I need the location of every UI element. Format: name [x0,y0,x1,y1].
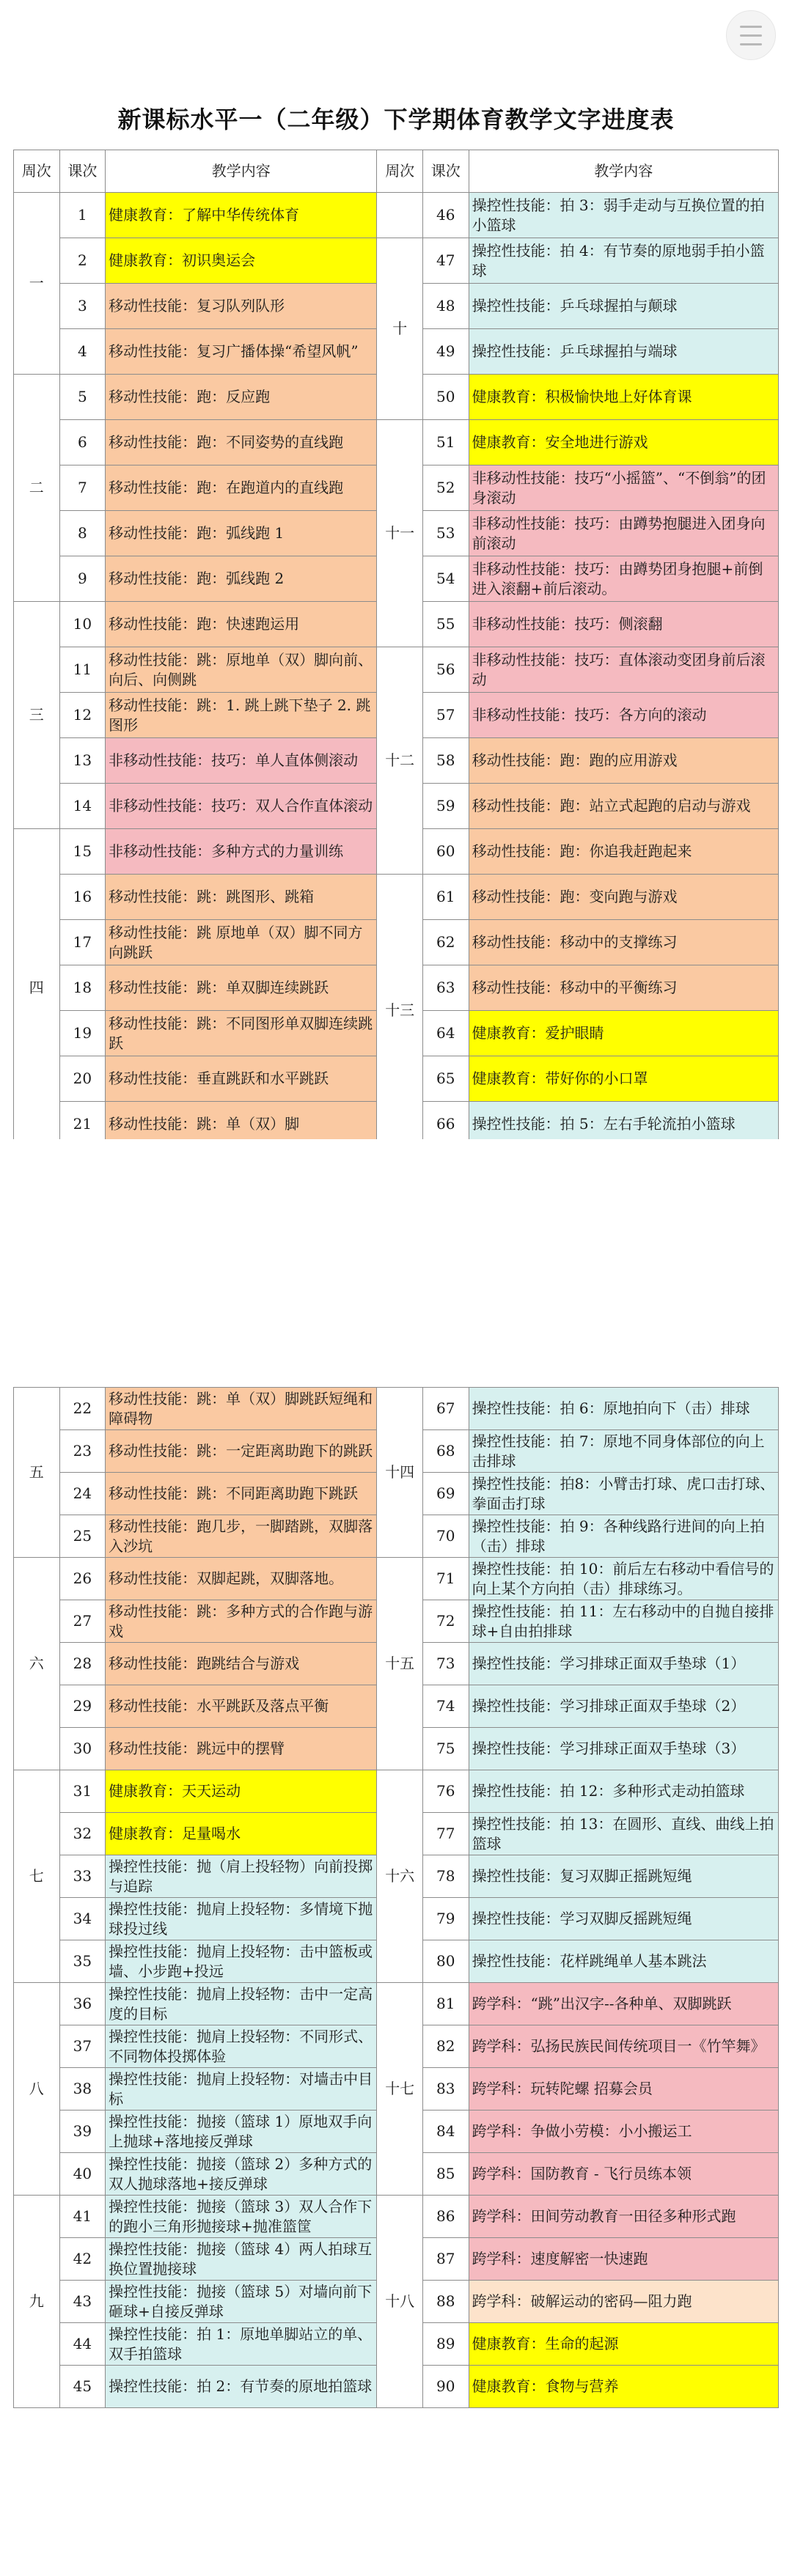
lesson-number: 62 [422,920,469,965]
menu-line-icon [740,43,762,45]
lesson-number: 75 [422,1728,469,1770]
table-row [14,1388,779,1430]
lesson-number: 25 [59,1515,106,1558]
lesson-content: 健康教育：了解中华传统体育 [106,193,377,238]
lesson-number: 27 [59,1600,106,1643]
week-cell: 十五 [377,1558,423,1770]
lesson-content: 移动性技能：跳：多种方式的合作跑与游戏 [106,1600,377,1643]
week-cell: 二 [14,375,60,602]
lesson-number: 70 [422,1515,469,1558]
table-row [14,875,779,920]
lesson-content: 操控性技能：拍 6：原地拍向下（击）排球 [469,1388,778,1430]
header-row [14,150,779,193]
lesson-number: 41 [59,2196,106,2238]
lesson-content: 跨学科：田间劳动教育一田径多种形式跑 [469,2196,778,2238]
lesson-number: 18 [59,965,106,1011]
week-cell: 七 [14,1770,60,1983]
lesson-content: 健康教育：天天运动 [106,1770,377,1813]
lesson-number: 15 [59,829,106,875]
lesson-number: 9 [59,556,106,602]
lesson-content: 跨学科：争做小劳模：小小搬运工 [469,2111,778,2153]
lesson-content: 健康教育：食物与营养 [469,2366,778,2408]
lesson-number: 73 [422,1643,469,1685]
schedule-table [13,150,779,1139]
table-row [14,2196,779,2238]
lesson-number: 20 [59,1056,106,1102]
lesson-content: 非移动性技能：技巧：单人直体侧滚动 [106,738,377,784]
lesson-number: 42 [59,2238,106,2281]
lesson-content: 非移动性技能：技巧：各方向的滚动 [469,693,778,738]
lesson-number: 64 [422,1011,469,1056]
lesson-content: 操控性技能：学习排球正面双手垫球（1） [469,1643,778,1685]
lesson-number: 14 [59,784,106,829]
table-row [14,647,779,693]
lesson-content: 操控性技能：学习排球正面双手垫球（3） [469,1728,778,1770]
lesson-content: 移动性技能：水平跳跃及落点平衡 [106,1685,377,1728]
lesson-content: 移动性技能：跑：在跑道内的直线跑 [106,465,377,511]
lesson-content: 移动性技能：跑：快速跑运用 [106,602,377,647]
week-cell: 八 [14,1983,60,2196]
table-row [14,1558,779,1600]
lesson-number: 72 [422,1600,469,1643]
schedule-table [13,1387,779,2408]
week-cell: 十七 [377,1983,423,2196]
lesson-number: 22 [59,1388,106,1430]
page-title: 新课标水平一（二年级）下学期体育教学文字进度表 [117,106,675,133]
lesson-number: 43 [59,2281,106,2323]
lesson-content: 操控性技能：抛肩上投轻物：对墙击中目标 [106,2068,377,2111]
week-cell: 六 [14,1558,60,1770]
header-lesson: 课次 [422,150,469,193]
lesson-number: 80 [422,1940,469,1983]
lesson-number: 90 [422,2366,469,2408]
lesson-content: 操控性技能：拍 3：弱手走动与互换位置的拍小篮球 [469,193,778,238]
lesson-number: 63 [422,965,469,1011]
lesson-content: 操控性技能：抛肩上投轻物：击中一定高度的目标 [106,1983,377,2025]
lesson-number: 57 [422,693,469,738]
lesson-content: 移动性技能：跑：不同姿势的直线跑 [106,420,377,465]
lesson-content: 健康教育：爱护眼睛 [469,1011,778,1056]
header-week: 周次 [14,150,60,193]
lesson-content: 健康教育：积极愉快地上好体育课 [469,375,778,420]
lesson-content: 操控性技能：拍 1：原地单脚站立的单、双手拍篮球 [106,2323,377,2366]
lesson-content: 操控性技能：花样跳绳单人基本跳法 [469,1940,778,1983]
lesson-content: 操控性技能：拍8：小臂击打球、虎口击打球、拳面击打球 [469,1473,778,1515]
lesson-content: 移动性技能：垂直跳跃和水平跳跃 [106,1056,377,1102]
lesson-number: 1 [59,193,106,238]
lesson-number: 83 [422,2068,469,2111]
lesson-number: 77 [422,1813,469,1855]
week-cell: 十八 [377,2196,423,2408]
lesson-content: 操控性技能：拍 12：多种形式走动拍篮球 [469,1770,778,1813]
lesson-content: 操控性技能：学习双脚反摇跳短绳 [469,1898,778,1940]
lesson-number: 48 [422,284,469,329]
lesson-content: 移动性技能：跑：弧线跑 2 [106,556,377,602]
lesson-number: 49 [422,329,469,375]
lesson-content: 非移动性技能：技巧：侧滚翻 [469,602,778,647]
lesson-content: 操控性技能：拍 4：有节奏的原地弱手拍小篮球 [469,238,778,284]
lesson-number: 44 [59,2323,106,2366]
lesson-number: 2 [59,238,106,284]
lesson-number: 87 [422,2238,469,2281]
lesson-number: 30 [59,1728,106,1770]
lesson-content: 移动性技能：跳：跳图形、跳箱 [106,875,377,920]
lesson-content: 跨学科：“跳”出汉字--各种单、双脚跳跃 [469,1983,778,2025]
lesson-number: 4 [59,329,106,375]
lesson-content: 操控性技能：抛接（篮球 3）双人合作下的跑小三角形抛接球+抛准篮筐 [106,2196,377,2238]
lesson-number: 54 [422,556,469,602]
lesson-number: 85 [422,2153,469,2196]
schedule-sheet-2 [13,1387,779,2576]
lesson-content: 健康教育：初识奥运会 [106,238,377,284]
table-row [14,1770,779,1813]
week-cell: 四 [14,829,60,1140]
lesson-content: 非移动性技能：技巧：由蹲势团身抱腿+前倒进入滚翻+前后滚动。 [469,556,778,602]
lesson-number: 8 [59,511,106,556]
lesson-content: 非移动性技能：技巧：直体滚动变团身前后滚动 [469,647,778,693]
menu-button[interactable] [726,10,776,60]
week-cell: 五 [14,1388,60,1558]
lesson-number: 51 [422,420,469,465]
table-row [14,1983,779,2025]
lesson-number: 29 [59,1685,106,1728]
lesson-number: 82 [422,2025,469,2068]
lesson-content: 非移动性技能：多种方式的力量训练 [106,829,377,875]
header-content: 教学内容 [106,150,377,193]
lesson-content: 移动性技能：跑几步，一脚踏跳，双脚落入沙坑 [106,1515,377,1558]
week-cell: 十 [377,238,423,420]
week-cell [377,193,423,238]
lesson-content: 跨学科：国防教育 - 飞行员练本领 [469,2153,778,2196]
lesson-number: 65 [422,1056,469,1102]
week-cell: 三 [14,602,60,829]
lesson-content: 操控性技能：抛接（篮球 1）原地双手向上抛球+落地接反弹球 [106,2111,377,2153]
lesson-number: 24 [59,1473,106,1515]
lesson-content: 移动性技能：跳：不同图形单双脚连续跳跃 [106,1011,377,1056]
lesson-number: 13 [59,738,106,784]
lesson-content: 移动性技能：跳：原地单（双）脚向前、向后、向侧跳 [106,647,377,693]
lesson-content: 移动性技能：复习队列队形 [106,284,377,329]
lesson-number: 50 [422,375,469,420]
lesson-content: 非移动性技能：技巧：双人合作直体滚动 [106,784,377,829]
lesson-content: 跨学科：速度解密一快速跑 [469,2238,778,2281]
lesson-number: 69 [422,1473,469,1515]
table-row [14,420,779,465]
lesson-number: 89 [422,2323,469,2366]
lesson-number: 10 [59,602,106,647]
week-cell: 十二 [377,647,423,875]
lesson-number: 32 [59,1813,106,1855]
lesson-content: 操控性技能：拍 2：有节奏的原地拍篮球 [106,2366,377,2408]
week-cell: 十四 [377,1388,423,1558]
lesson-number: 40 [59,2153,106,2196]
lesson-number: 67 [422,1388,469,1430]
lesson-number: 86 [422,2196,469,2238]
lesson-content: 移动性技能：跳：1. 跳上跳下垫子 2. 跳图形 [106,693,377,738]
lesson-content: 操控性技能：学习排球正面双手垫球（2） [469,1685,778,1728]
lesson-number: 45 [59,2366,106,2408]
lesson-content: 操控性技能：拍 13：在圆形、直线、曲线上拍篮球 [469,1813,778,1855]
lesson-number: 11 [59,647,106,693]
lesson-number: 59 [422,784,469,829]
lesson-number: 36 [59,1983,106,2025]
lesson-number: 19 [59,1011,106,1056]
lesson-content: 移动性技能：跑：跑的应用游戏 [469,738,778,784]
lesson-content: 移动性技能：跳 原地单（双）脚不同方向跳跃 [106,920,377,965]
lesson-number: 78 [422,1855,469,1898]
lesson-number: 66 [422,1102,469,1140]
lesson-content: 移动性技能：跑：弧线跑 1 [106,511,377,556]
lesson-content: 移动性技能：复习广播体操“希望风帆” [106,329,377,375]
lesson-content: 操控性技能：拍 7：原地不同身体部位的向上击排球 [469,1430,778,1473]
lesson-content: 健康教育：安全地进行游戏 [469,420,778,465]
lesson-content: 健康教育：带好你的小口罩 [469,1056,778,1102]
header-lesson: 课次 [59,150,106,193]
lesson-content: 操控性技能：拍 10：前后左右移动中看信号的向上某个方向拍（击）排球练习。 [469,1558,778,1600]
lesson-number: 76 [422,1770,469,1813]
lesson-number: 6 [59,420,106,465]
lesson-number: 38 [59,2068,106,2111]
lesson-content: 操控性技能：抛接（篮球 4）两人拍球互换位置抛接球 [106,2238,377,2281]
lesson-number: 81 [422,1983,469,2025]
lesson-content: 移动性技能：跑：站立式起跑的启动与游戏 [469,784,778,829]
lesson-number: 47 [422,238,469,284]
lesson-content: 操控性技能：拍 9：各种线路行进间的向上拍（击）排球 [469,1515,778,1558]
lesson-number: 56 [422,647,469,693]
lesson-content: 移动性技能：跳：单双脚连续跳跃 [106,965,377,1011]
lesson-number: 39 [59,2111,106,2153]
lesson-content: 操控性技能：抛肩上投轻物：多情境下抛球投过线 [106,1898,377,1940]
lesson-content: 移动性技能：跑：你追我赶跑起来 [469,829,778,875]
lesson-content: 非移动性技能：技巧“小摇篮”、“不倒翁”的团身滚动 [469,465,778,511]
lesson-number: 53 [422,511,469,556]
lesson-number: 71 [422,1558,469,1600]
lesson-number: 12 [59,693,106,738]
week-cell: 十一 [377,420,423,647]
lesson-number: 74 [422,1685,469,1728]
lesson-number: 16 [59,875,106,920]
week-cell: 十六 [377,1770,423,1983]
lesson-number: 17 [59,920,106,965]
lesson-content: 操控性技能：拍 5：左右手轮流拍小篮球 [469,1102,778,1140]
week-cell: 一 [14,193,60,375]
lesson-number: 3 [59,284,106,329]
lesson-content: 移动性技能：跑：反应跑 [106,375,377,420]
schedule-sheet-1 [13,150,779,1139]
week-cell: 九 [14,2196,60,2408]
lesson-content: 跨学科：玩转陀螺 招募会员 [469,2068,778,2111]
lesson-content: 操控性技能：复习双脚正摇跳短绳 [469,1855,778,1898]
lesson-number: 35 [59,1940,106,1983]
lesson-number: 52 [422,465,469,511]
lesson-content: 操控性技能：抛（肩上投轻物）向前投掷与追踪 [106,1855,377,1898]
lesson-number: 79 [422,1898,469,1940]
lesson-content: 移动性技能：跳：单（双）脚跳跃短绳和障碍物 [106,1388,377,1430]
table-row [14,193,779,238]
lesson-content: 移动性技能：跑跳结合与游戏 [106,1643,377,1685]
lesson-content: 移动性技能：跳：不同距离助跑下跳跃 [106,1473,377,1515]
lesson-content: 健康教育：足量喝水 [106,1813,377,1855]
lesson-content: 操控性技能：拍 11：左右移动中的自抛自接排球+自由拍排球 [469,1600,778,1643]
table-row [14,238,779,284]
lesson-number: 21 [59,1102,106,1140]
lesson-number: 23 [59,1430,106,1473]
week-cell: 十三 [377,875,423,1140]
lesson-number: 28 [59,1643,106,1685]
lesson-content: 移动性技能：跑：变向跑与游戏 [469,875,778,920]
lesson-content: 移动性技能：跳：一定距离助跑下的跳跃 [106,1430,377,1473]
lesson-number: 61 [422,875,469,920]
lesson-number: 55 [422,602,469,647]
lesson-content: 非移动性技能：技巧：由蹲势抱腿进入团身向前滚动 [469,511,778,556]
lesson-content: 操控性技能：抛肩上投轻物：不同形式、不同物体投掷体验 [106,2025,377,2068]
lesson-number: 7 [59,465,106,511]
menu-line-icon [740,26,762,28]
lesson-number: 60 [422,829,469,875]
lesson-content: 跨学科：弘扬民族民间传统项目一《竹竿舞》 [469,2025,778,2068]
lesson-number: 88 [422,2281,469,2323]
lesson-content: 操控性技能：抛接（篮球 5）对墙向前下砸球+自接反弹球 [106,2281,377,2323]
lesson-content: 移动性技能：移动中的支撑练习 [469,920,778,965]
lesson-content: 移动性技能：双脚起跳，双脚落地。 [106,1558,377,1600]
lesson-number: 68 [422,1430,469,1473]
lesson-content: 健康教育：生命的起源 [469,2323,778,2366]
lesson-content: 移动性技能：跳：单（双）脚 [106,1102,377,1140]
lesson-content: 操控性技能：乒乓球握拍与端球 [469,329,778,375]
lesson-number: 37 [59,2025,106,2068]
lesson-number: 26 [59,1558,106,1600]
lesson-number: 58 [422,738,469,784]
lesson-content: 跨学科：破解运动的密码—阻力跑 [469,2281,778,2323]
lesson-number: 84 [422,2111,469,2153]
lesson-content: 移动性技能：跳远中的摆臂 [106,1728,377,1770]
lesson-content: 移动性技能：移动中的平衡练习 [469,965,778,1011]
menu-line-icon [740,34,762,37]
lesson-number: 5 [59,375,106,420]
lesson-number: 34 [59,1898,106,1940]
header-week: 周次 [377,150,423,193]
lesson-content: 操控性技能：乒乓球握拍与颠球 [469,284,778,329]
lesson-number: 31 [59,1770,106,1813]
lesson-content: 操控性技能：抛接（篮球 2）多种方式的双人抛球落地+接反弹球 [106,2153,377,2196]
lesson-number: 33 [59,1855,106,1898]
lesson-content: 操控性技能：抛肩上投轻物：击中篮板或墙、小步跑+投远 [106,1940,377,1983]
lesson-number: 46 [422,193,469,238]
header-content: 教学内容 [469,150,778,193]
